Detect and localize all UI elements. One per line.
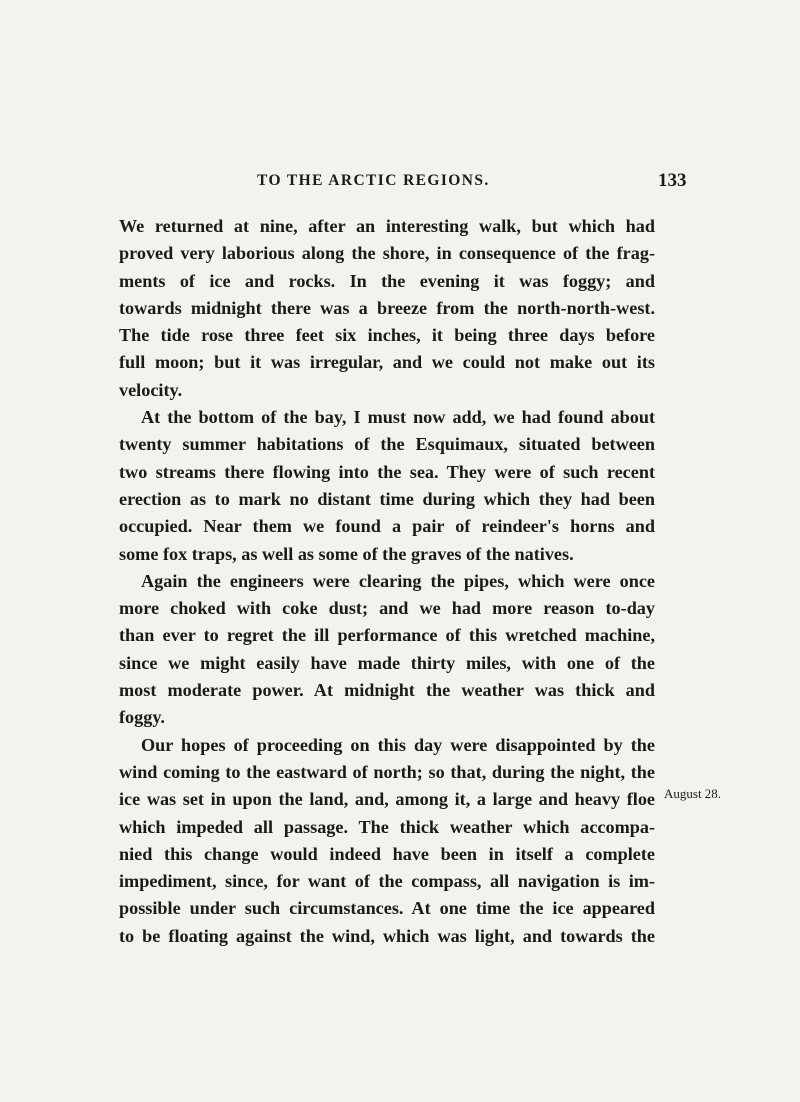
text-line: to be floating against the wind, which was light, and towards the	[119, 925, 655, 946]
text-line: than ever to regret the ill performance of this wretched machine,	[119, 625, 655, 646]
text-line: two streams there flowing into the sea. They were of such recent	[119, 461, 655, 482]
text-line: erection as to mark no distant time during which they had been	[119, 488, 655, 509]
text-line: most moderate power. At midnight the weather was thick and	[119, 680, 655, 701]
text-line: impediment, since, for want of the compass, all navigation is im-	[119, 871, 655, 892]
text-line: possible under such circumstances. At one time the ice appeared	[119, 898, 655, 919]
paragraph-start-line: At the bottom of the bay, I must now add, we had found about	[141, 407, 655, 428]
text-line: The tide rose three feet six inches, it being three days before	[119, 325, 655, 346]
text-line: full moon; but it was irregular, and we could not make out its	[119, 352, 655, 373]
running-title: TO THE ARCTIC REGIONS.	[257, 172, 490, 189]
text-line: since we might easily have made thirty miles, with one of the	[119, 652, 655, 673]
paragraph-start-line: Again the engineers were clearing the pipes, which were once	[141, 570, 655, 591]
text-line: ments of ice and rocks. In the evening it was foggy; and	[119, 270, 655, 291]
text-line: proved very laborious along the shore, in consequence of the frag-	[119, 243, 655, 264]
body-text	[119, 213, 655, 950]
text-line: nied this change would indeed have been in itself a complete	[119, 843, 655, 864]
text-line: towards midnight there was a breeze from the north-north-west.	[119, 297, 655, 318]
page-header	[0, 172, 800, 196]
text-line: some fox traps, as well as some of the graves of the natives.	[119, 543, 574, 564]
text-line: velocity.	[119, 379, 183, 400]
text-line: We returned at nine, after an interesting walk, but which had	[119, 216, 655, 236]
text-line: which impeded all passage. The thick weather which accompa-	[119, 816, 655, 837]
text-line: occupied. Near them we found a pair of reindeer's horns and	[119, 516, 655, 537]
page-number: 133	[658, 170, 687, 191]
paragraph-start-line: Our hopes of proceeding on this day were disappointed by the	[141, 734, 655, 755]
marginal-date-note: August 28.	[664, 786, 722, 801]
text-line: twenty summer habitations of the Esquimaux, situated between	[119, 434, 655, 455]
text-line: wind coming to the eastward of north; so that, during the night, the	[119, 761, 655, 782]
text-line: foggy.	[119, 707, 165, 728]
text-line: more choked with coke dust; and we had more reason to-day	[119, 598, 655, 619]
text-line: ice was set in upon the land, and, among it, a large and heavy floe	[119, 789, 655, 810]
